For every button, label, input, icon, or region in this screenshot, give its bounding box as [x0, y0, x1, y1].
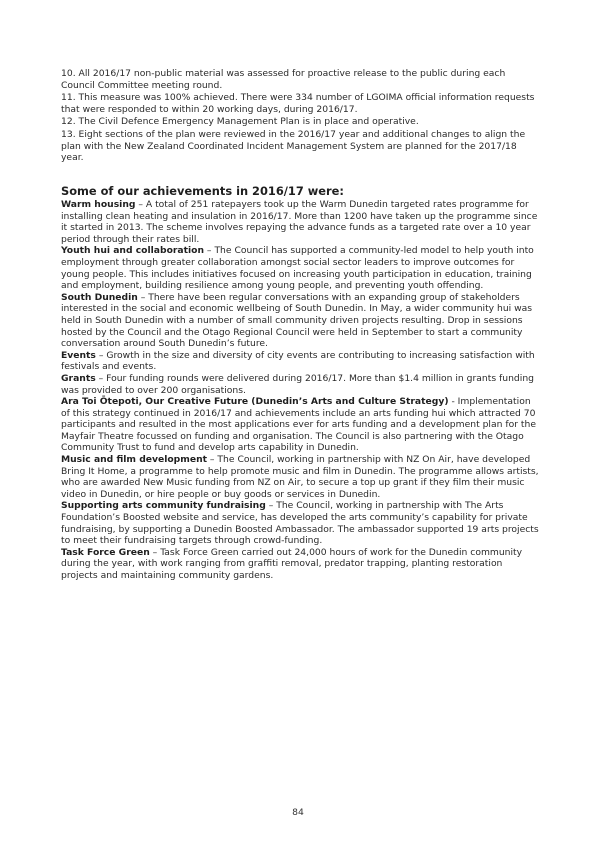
achievement-text: – A total of 251 ratepayers took up the Warm Dunedin targeted rates programme for installing clean heating and insulation in 2016/17. More than 1200 have taken up the programme since it started in 2013. The scheme involves repaying the advance funds as a targeted rate over a 10 year period through their rates bill. — [61, 199, 538, 245]
achievement-youth-hui — [61, 245, 541, 291]
achievement-warm-housing — [61, 199, 541, 245]
achievement-title: Ara Toi Ōtepoti, Our Creative Future (Dunedin’s Arts and Culture Strategy) — [61, 396, 449, 408]
note-11: 11. This measure was 100% achieved. There were 334 number of LGOIMA official information requests that were responded to within 20 working days, during 2016/17. — [61, 92, 535, 115]
achievement-music-film — [61, 454, 541, 500]
achievement-title: Supporting arts community fundraising — [61, 500, 266, 512]
achievement-title: South Dunedin — [61, 291, 138, 303]
achievement-title: Grants — [61, 372, 96, 384]
achievement-south-dunedin — [61, 292, 541, 350]
achievement-text: – Growth in the size and diversity of city events are contributing to increasing satisfaction with festivals and events. — [61, 349, 535, 373]
achievement-events — [61, 350, 541, 373]
page-number: 84 — [292, 807, 304, 818]
achievement-title: Music and film development — [61, 454, 207, 466]
achievement-text: – Four funding rounds were delivered during 2016/17. More than $1.4 million in grants funding was provided to over 200 organisations. — [61, 372, 534, 396]
achievements-heading: Some of our achievements in 2016/17 were: — [61, 184, 344, 198]
achievement-ara-toi — [61, 396, 541, 454]
note-10: 10. All 2016/17 non-public material was assessed for proactive release to the public during each Council Committee meeting round. — [61, 68, 506, 91]
note-13: 13. Eight sections of the plan were reviewed in the 2016/17 year and additional changes to align the plan with the New Zealand Coordinated Incident Management System are planned for the 2017/18 year. — [61, 128, 526, 164]
measure-notes — [61, 68, 541, 165]
achievement-task-force-green — [61, 547, 541, 582]
achievement-arts-fundraising — [61, 500, 541, 546]
achievement-title: Events — [61, 349, 96, 361]
achievement-title: Warm housing — [61, 199, 136, 210]
achievement-text: - Implementation of this strategy continued in 2016/17 and achievements include an arts funding hui which attracted 70 participants and resulted in the most applications ever for arts funding and a development plan for the Mayfair Theatre focussed on funding and organisation. The Council is also partnering with the Otago Community Trust to fund and develop arts capability in Dunedin. — [61, 396, 536, 454]
achievement-grants — [61, 373, 541, 396]
achievement-text: – The Council, working in partnership with NZ On Air, have developed Bring It Home, a programme to help promote music and film in Dunedin. The programme allows artists, who are awarded New Music funding from NZ on Air, to secure a top up grant if they film their music video in Dunedin, or hire people or buy goods or services in Dunedin. — [61, 454, 539, 500]
achievements-list — [61, 199, 541, 582]
achievement-text: – Task Force Green carried out 24,000 hours of work for the Dunedin community during the year, with work ranging from graffiti removal, predator trapping, planting restoration projects and maintaining community gardens. — [61, 546, 523, 581]
note-12: 12. The Civil Defence Emergency Management Plan is in place and operative. — [61, 116, 419, 128]
achievement-text: – The Council has supported a community-led model to help youth into employment through greater collaboration amongst social sector leaders to improve outcomes for young people. This includes initiatives focused on increasing youth participation in education, training and employment, building resilience among young people, and preventing youth offending. — [61, 245, 534, 292]
achievement-text: – The Council, working in partnership with The Arts Foundation’s Boosted website and service, has developed the arts community’s capability for private fundraising, by supporting a Dunedin Boosted Ambassador. The ambassador supported 19 arts projects to meet their fundraising targets through crowd-funding. — [61, 500, 539, 547]
achievement-text: – There have been regular conversations with an expanding group of stakeholders interested in the social and economic wellbeing of South Dunedin. In May, a wider community hui was held in South Dunedin with a number of small community driven projects resulting. Drop in sessions hosted by the Council and the Otago Regional Council were held in September to start a community conversation around South Dunedin’s future. — [61, 291, 533, 350]
achievement-title: Youth hui and collaboration — [61, 245, 205, 257]
achievement-title: Task Force Green — [61, 546, 150, 558]
